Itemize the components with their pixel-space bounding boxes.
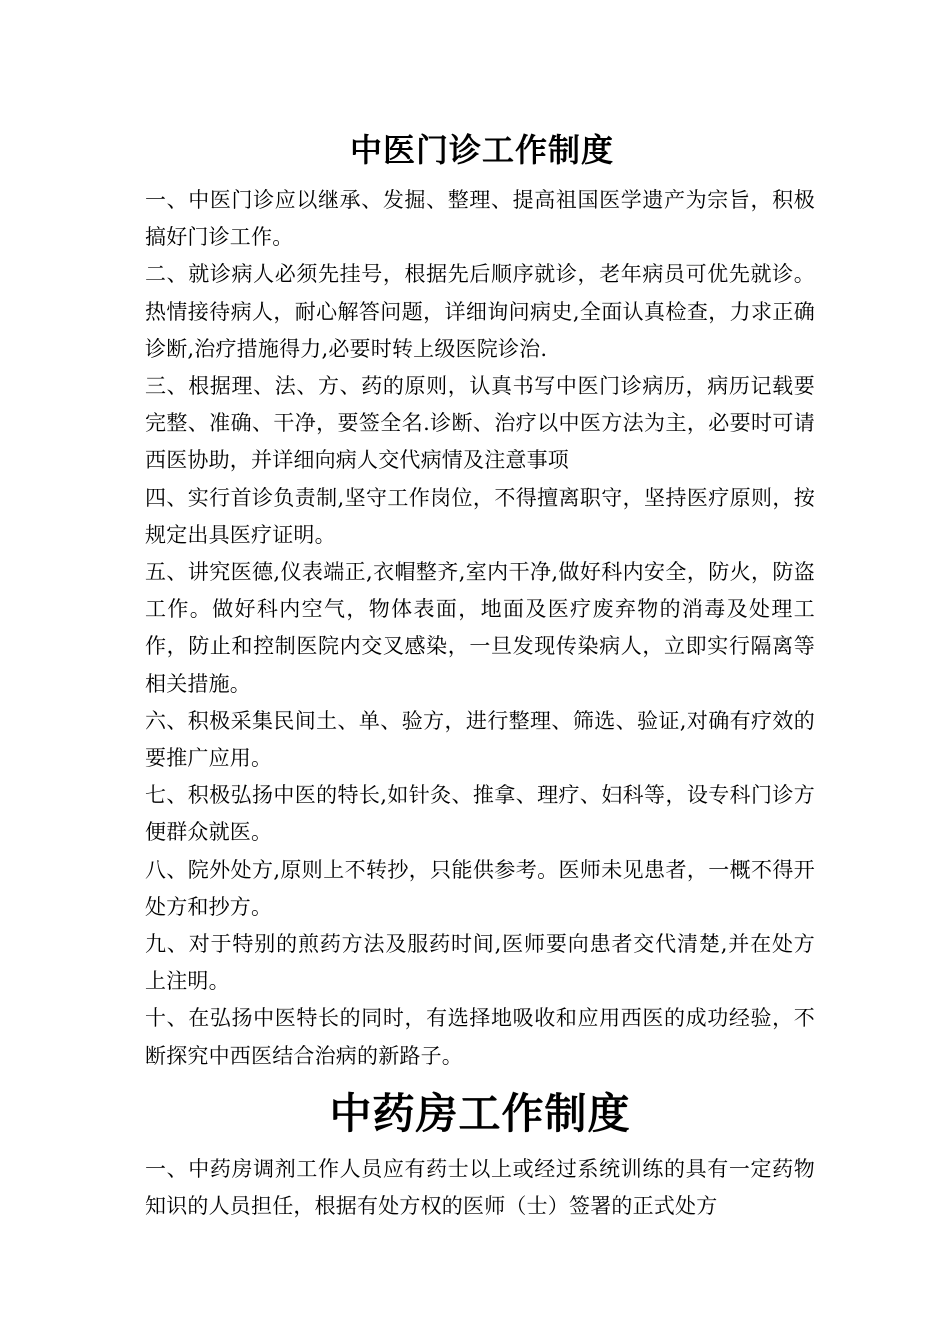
rule-paragraph-8: 八、院外处方,原则上不转抄，只能供参考。医师未见患者，一概不得开处方和抄方。 xyxy=(145,857,815,919)
rule-paragraph-5: 五、讲究医德,仪表端正,衣帽整齐,室内干净,做好科内安全，防火，防盗工作。做好科内空气，物体表面，地面及医疗废弃物的消毒及处理工作，防止和控制医院内交叉感染，一旦发现传染病人，立即实行隔离等相关措施。 xyxy=(145,560,815,696)
rule-paragraph-10: 十、在弘扬中医特长的同时，有选择地吸收和应用西医的成功经验，不断探究中西医结合治病的新路子。 xyxy=(145,1006,815,1068)
rule-paragraph-4: 四、实行首诊负责制,坚守工作岗位，不得擅离职守，坚持医疗原则，按规定出具医疗证明。 xyxy=(145,485,815,547)
rule-paragraph-2: 二、就诊病人必须先挂号，根据先后顺序就诊，老年病员可优先就诊。热情接待病人，耐心解答问题，详细询问病史,全面认真检查，力求正确诊断,治疗措施得力,必要时转上级医院诊治. xyxy=(145,262,815,361)
rule-paragraph-9: 九、对于特别的煎药方法及服药时间,医师要向患者交代清楚,并在处方上注明。 xyxy=(145,932,815,994)
pharmacy-rule-paragraph-1: 一、中药房调剂工作人员应有药士以上或经过系统训练的具有一定药物知识的人员担任，根据有处方权的医师（士）签署的正式处方 xyxy=(145,1156,815,1219)
rule-paragraph-6: 六、积极采集民间土、单、验方，进行整理、筛选、验证,对确有疗效的要推广应用。 xyxy=(145,708,815,771)
rule-paragraph-1: 一、中医门诊应以继承、发掘、整理、提高祖国医学遗产为宗旨，积极搞好门诊工作。 xyxy=(145,188,815,250)
section-title-tcm-pharmacy: 中药房工作制度 xyxy=(329,1088,631,1138)
section-title-tcm-outpatient: 中医门诊工作制度 xyxy=(349,131,614,169)
rule-paragraph-3: 三、根据理、法、方、药的原则，认真书写中医门诊病历，病历记载要完整、准确、干净，要签全名.诊断、治疗以中医方法为主，必要时可请西医协助，并详细向病人交代病情及注意事项 xyxy=(145,374,815,473)
document-content xyxy=(145,122,815,1225)
rule-paragraph-7: 七、积极弘扬中医的特长,如针灸、推拿、理疗、妇科等，设专科门诊方便群众就医。 xyxy=(145,783,815,845)
